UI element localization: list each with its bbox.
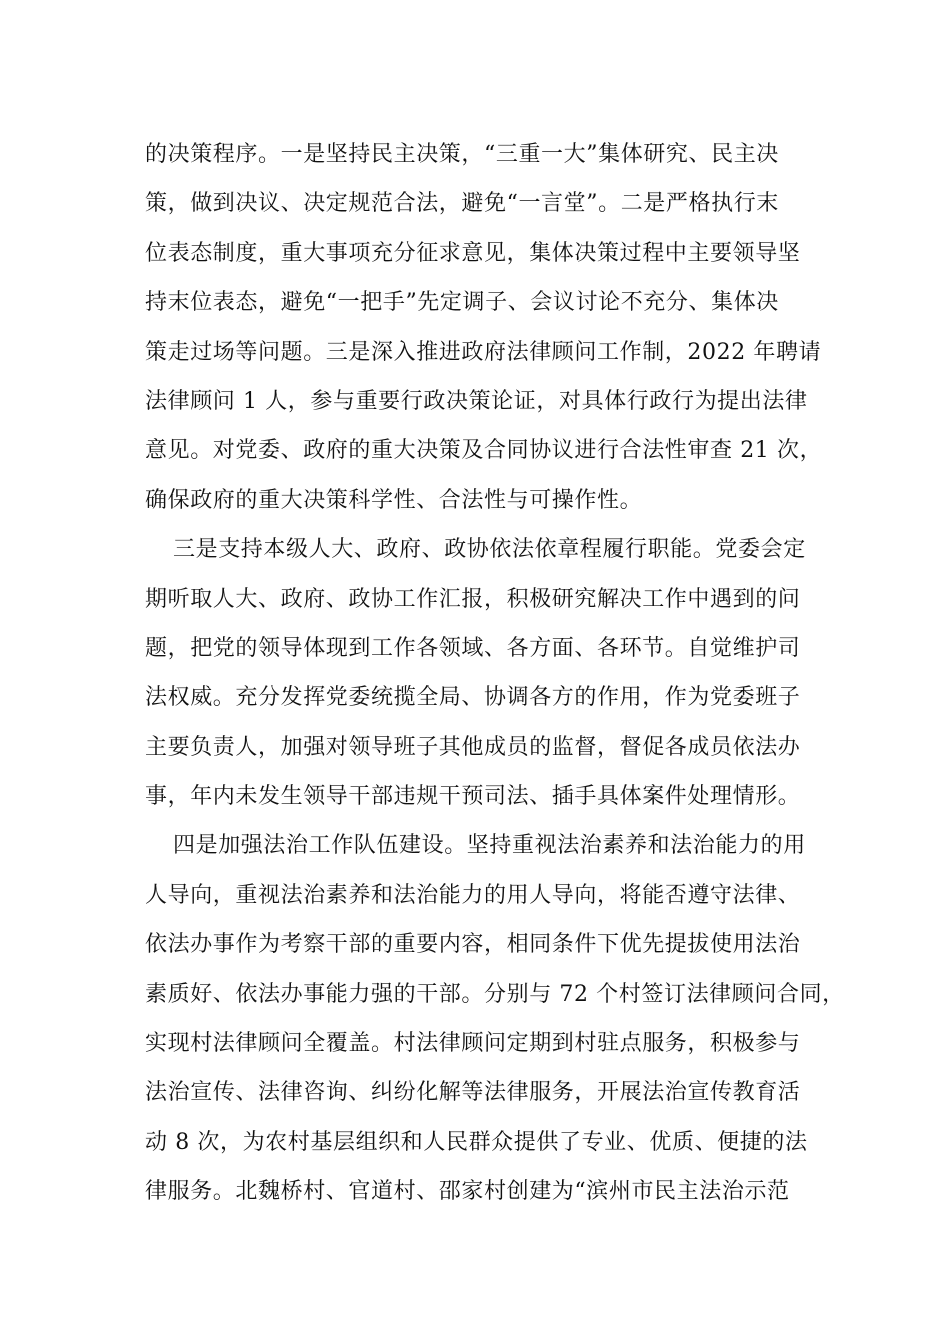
text-line: 的决策程序。一是坚持民主决策，“三重一大”集体研究、民主决 — [145, 142, 779, 167]
paragraph-start-line: 四是加强法治工作队伍建设。坚持重视法治素养和法治能力的用 — [173, 833, 806, 859]
text-line: 主要负责人，加强对领导班子其他成员的监督，督促各成员依法办 — [145, 734, 801, 760]
text-line: 素质好、依法办事能力强的干部。分别与 72 个村签订法律顾问合同， — [145, 981, 845, 1007]
text-line: 法律顾问 1 人，参与重要行政决策论证，对具体行政行为提出法律 — [145, 388, 808, 414]
text-line: 动 8 次，为农村基层组织和人民群众提供了专业、优质、便捷的法 — [145, 1129, 808, 1155]
text-line: 确保政府的重大决策科学性、合法性与可操作性。 — [145, 487, 643, 513]
text-line: 人导向，重视法治素养和法治能力的用人导向，将能否遵守法律、 — [145, 882, 801, 908]
text-line: 依法办事作为考察干部的重要内容，相同条件下优先提拔使用法治 — [145, 932, 801, 958]
text-line: 持末位表态，避免“一把手”先定调子、会议讨论不充分、集体决 — [145, 290, 779, 316]
text-line: 策，做到决议、决定规范合法，避免“一言堂”。二是严格执行末 — [145, 191, 779, 217]
text-line: 律服务。北魏桥村、官道村、邵家村创建为“滨州市民主法治示范 — [145, 1179, 790, 1205]
text-line: 位表态制度，重大事项充分征求意见，集体决策过程中主要领导坚 — [145, 240, 801, 266]
text-line: 事，年内未发生领导干部违规干预司法、插手具体案件处理情形。 — [145, 784, 801, 810]
text-line: 法权威。充分发挥党委统揽全局、协调各方的作用，作为党委班子 — [145, 685, 801, 711]
document-body — [145, 130, 845, 1217]
text-line: 法治宣传、法律咨询、纠纷化解等法律服务，开展法治宣传教育活 — [145, 1080, 801, 1106]
text-line: 实现村法律顾问全覆盖。村法律顾问定期到村驻点服务，积极参与 — [145, 1031, 801, 1057]
text-line: 期听取人大、政府、政协工作汇报，积极研究解决工作中遇到的问 — [145, 586, 801, 612]
text-line: 题，把党的领导体现到工作各领域、各方面、各环节。自觉维护司 — [145, 635, 801, 661]
text-line: 意见。对党委、政府的重大决策及合同协议进行合法性审查 21 次， — [145, 438, 823, 464]
text-line: 策走过场等问题。三是深入推进政府法律顾问工作制，2022 年聘请 — [145, 339, 822, 365]
paragraph-start-line: 三是支持本级人大、政府、政协依法依章程履行职能。党委会定 — [173, 537, 806, 563]
